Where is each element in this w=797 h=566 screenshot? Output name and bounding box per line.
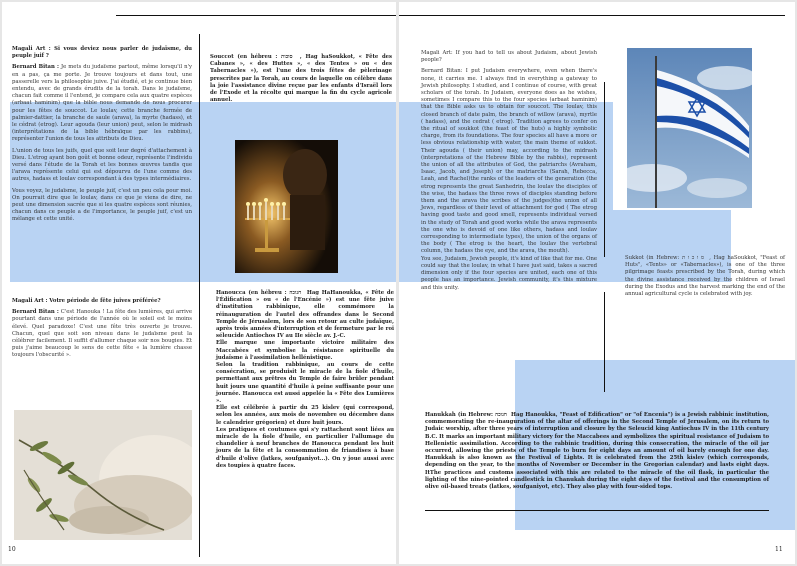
hanouka-p5: Les pratiques et coutumes qui s'y rattachent sont liées au miracle de la fiole d'huile, en particulier l'allumage du chandelier à neuf branches de Hanoucca pendant les huit jours de la fête et la consommation de friandises à base d'huile d'olive (latkes, soufganiyot...). On y joue aussi avec des toupies à quatre faces.: [216, 426, 394, 469]
israel-flag-illustration: [627, 48, 752, 208]
interview-fr: [12, 46, 192, 228]
sukkot-info-en: [625, 255, 785, 302]
sukkot-definition: Sukkot (in Hebrew: ס ו כ ו ת ‎ , Hag haSoukkot, "Feast of Huts", «Tents» or «Tabernacles»), is one of the three pilgrimage feasts prescribed by the Torah, during which the divine assistance received by the children of Israel during the Exodus and the harvest marking the end of the annual agricultural cycle is celebrated with joy.: [625, 255, 785, 298]
hanukkah-definition: Hanukkah (in Hebrew: חנוכה ‎ Hag Hanoukka, "Feast of Edification" or "of Encenia") is a Jewish rabbinic institution, commemorating the re-inauguration of the altar of offerings in the Second Temple of Jerusalem, on its return to Judaic worship, after three years of interruption and closure by the Seleucid king Antiochus IV in the 11th century B.C. It marks an important military victory for the Maccabees and symbolizes the spiritual resistance of Judaism to Hellenistic assimilation. According to the rabbinic tradition, during this consecration, the miracle of the oil jar occurred, allowing the priests of the Temple to burn for eight days an amount of oil barely enough for one day. Hanukkah is also known as the Festival of Lights. It is celebrated from the 25th kislev (which corresponds, depending on the year, to the months of November or December in the Gregorian calendar) and lasts eight days. ItThe practices and customs associated with this are related to the miracle of the oil flask, in particular the lighting of the nine-pointed candlestick in Chanukah during the eight days of the festival and the consumption of olive oil-based treats (latkes, soufganiyot, etc). They also play with four-sided tops.: [425, 412, 769, 491]
interview-en: [421, 50, 597, 296]
left-page: [2, 2, 396, 564]
answer-1-paragraph-2: L'union de tous les juifs, quel que soit leur degré d'attachement à Dieu. L'etrog ayant bon goût et bonne odeur, représente l'individu versé dans l'étude de la Torah et les bonnes œuvres tandis que l'arava représente celui qui est dépourvu de l'une comme des autres, hadass et loulav correspondant à des types intermédiaires.: [12, 147, 192, 183]
olive-branch-illustration: [14, 410, 192, 540]
hanukkah-info-en: [425, 412, 769, 495]
bottom-rule-right: [425, 510, 769, 511]
hanouka-p3: Selon la tradition rabbinique, au cours de cette consécration, se produisit le miracle de la fiole d'huile, permettant aux prêtres du Temple de faire brûler pendant huit jours une quantité d'huile à peine suffisante pour une journée. Hanoucca est aussi appelée la « Fête des Lumières ».: [216, 362, 394, 405]
hanouka-p2: Elle marque une importante victoire militaire des Maccabées et symbolise la résistance spirituelle du judaïsme à l'assimilation hellénistique.: [216, 340, 394, 361]
answer-1: Bernard Bitan : Je mets du judaïsme partout, même lorsqu'il n'y en a pas, ça me porte. Je trouve toujours et dans tout, une passerelle vers la philosophie juive. J'ai étudié, et je continue bien entendu, avec de grands érudits de la torah. Dans le judaïsme, chacun fait comme il l'entend, je compare cela aux quatre espèces (arbaat haminim) que la bible nous demande de nous procurer pour les fêtes de souccot. Le loulav, cette branche fermée de palmier-dattier, la branche de saule (arava), la myrte (hadass), et le cédrat (etrog). Leur agouda (leur union) peut, selon le midrash (interprétations de la bible hébraïque par les rabbins), représenter l'union de tous les attributs de Dieu.: [12, 64, 192, 143]
top-rule-right: [399, 15, 785, 16]
column-divider-right: [604, 82, 605, 257]
menorah-photo: [235, 140, 338, 273]
column-divider-right-lower: [604, 292, 605, 392]
question-2: Magali Art : Votre période de fête juives préférée?: [12, 298, 161, 304]
hanouka-info-fr: [216, 290, 394, 470]
israel-flag-photo: [627, 48, 752, 208]
answer-2: Bernard Bitan : C'est Hanouka ! La fête des lumières, qui arrive pourtant dans une période de l'année où le soleil est le moins élevé. Quel paradoxe! C'est une fête très ouverte je trouve. Chacun, quel que soit son niveau dans le judaïsme peut la célébrer facilement. Il suffit d'allumer chaque soir nos bougies. Et puis j'aime beaucoup le sens de cette fête « la lumière chasse toujours l'obscurité ».: [12, 309, 192, 359]
hanouka-p1: Hanoucca (en hébreu : חנוכה ‎ Hag HaHanoukka, « Fête de l'Édification » ou « de l'Encénie ») est une fête juive d'institution rabbinique, elle commémore la réinauguration de l'autel des offrandes dans le Second Temple de Jérusalem, lors de son retour au culte judaïque, après trois années d'interruption et de fermeture par le roi séleucide Antiochos IV au IIe siècle av. J.-C.: [216, 290, 394, 340]
olive-branch-photo: [14, 410, 192, 540]
interview-fr-2: [12, 298, 192, 364]
page-number-left: 10: [8, 546, 16, 553]
souccot-definition: Souccot (en hébreu : סוכות ‎ ‎, Hag haSoukkot, « Fête des Cabanes », « des Huttes », « des Tentes » ou « des Tabernacles »), est l'une des trois fêtes de pèlerinage prescrites par la Torah, au cours de laquelle on célèbre dans la joie l'assistance divine reçue par les enfants d'Israël lors de l'Exode et la récolte qui marque la fin du cycle agricole annuel.: [210, 54, 392, 104]
top-rule: [116, 15, 396, 16]
hanouka-p4: Elle est célébrée à partir du 25 kislev (qui correspond, selon les années, aux mois de novembre ou décembre dans le calendrier grégorien) et dure huit jours.: [216, 405, 394, 426]
souccot-info-fr: [210, 54, 392, 108]
question-en: Magali Art: If you had to tell us about Judaism, about Jewish people?: [421, 50, 597, 64]
answer-en: Bernard Bitan: I put Judaism everywhere, even when there's none, it carries me. I always find in everything a gateway to Jewish philosophy. I studied, and I continue of course, with great scholars of the torah. In Judaism, everyone does as he wishes, sometimes I compare this to the four species (arbaat haminim) that the Bible asks us to obtain for souccot. The loulav, this closed branch of date palm, the branch of willow (arava), myrtle ( hadass), and the cedrat ( etrog). Tradition agrees to confer on the ritual of soukkot (the feast of the huts) a highly symbolic charge, from its foundations. The four species all have a more or less obvious relationship with water, the main theme of sukkot. Their agouda ( their union) may, according to the midrash (interpretations of the Hebrew Bible by the rabbis), represent the union of all the attributes of God, the patriarchs (Avraham, Isaac, Jacob, and Joseph) or the matriarchs (Sarah, Rebecca, Leah, and Rachel)the ranks of the leaders of the generation (the etrog represents the great Sanhedrin, the loulav the disciples of the wise, the hadass the three rows of disciples standing before them and the arava the scribes of the judges)the union of all Jews, regardless of their level of attachment for god ( The etrog having good taste and good smell, represents individual versed in the study of Torah and good works while the arava represents the one who is devoid of one like others, hadass and loulav corresponding to intermediate types), the union of the organs of the body ( The etrog is the heart, the loulav the vertebral column, the hadass the eye, and the arava, the mouth).: [421, 68, 597, 255]
column-divider: [199, 34, 200, 557]
menorah-illustration: [235, 140, 338, 273]
question-1: Magali Art : Si vous deviez nous parler de judaïsme, du peuple juif ?: [12, 46, 192, 60]
answer-1-paragraph-3: Vous voyez, le judaïsme, le peuple juif, c'est un peu cela pour moi. On pourrait dire que le loulav, dans ce que je viens de dire, ne peut une dimension sacrée que si les quatre espèces sont réunies, chacun dans ce peuple a de l'importance, le peuple juif, c'est un mélange et cette unité.: [12, 187, 192, 223]
answer-en-paragraph-2: You see, Judaism, Jewish people, it's kind of like that for me. One could say that the loulav, in what I have just said, takes a sacred dimension only if the four species are united, each one of this people has an importance. Jewish community, it's this mixture and this unity.: [421, 255, 597, 291]
page-number-right: 11: [775, 546, 783, 553]
right-page: [399, 2, 795, 564]
